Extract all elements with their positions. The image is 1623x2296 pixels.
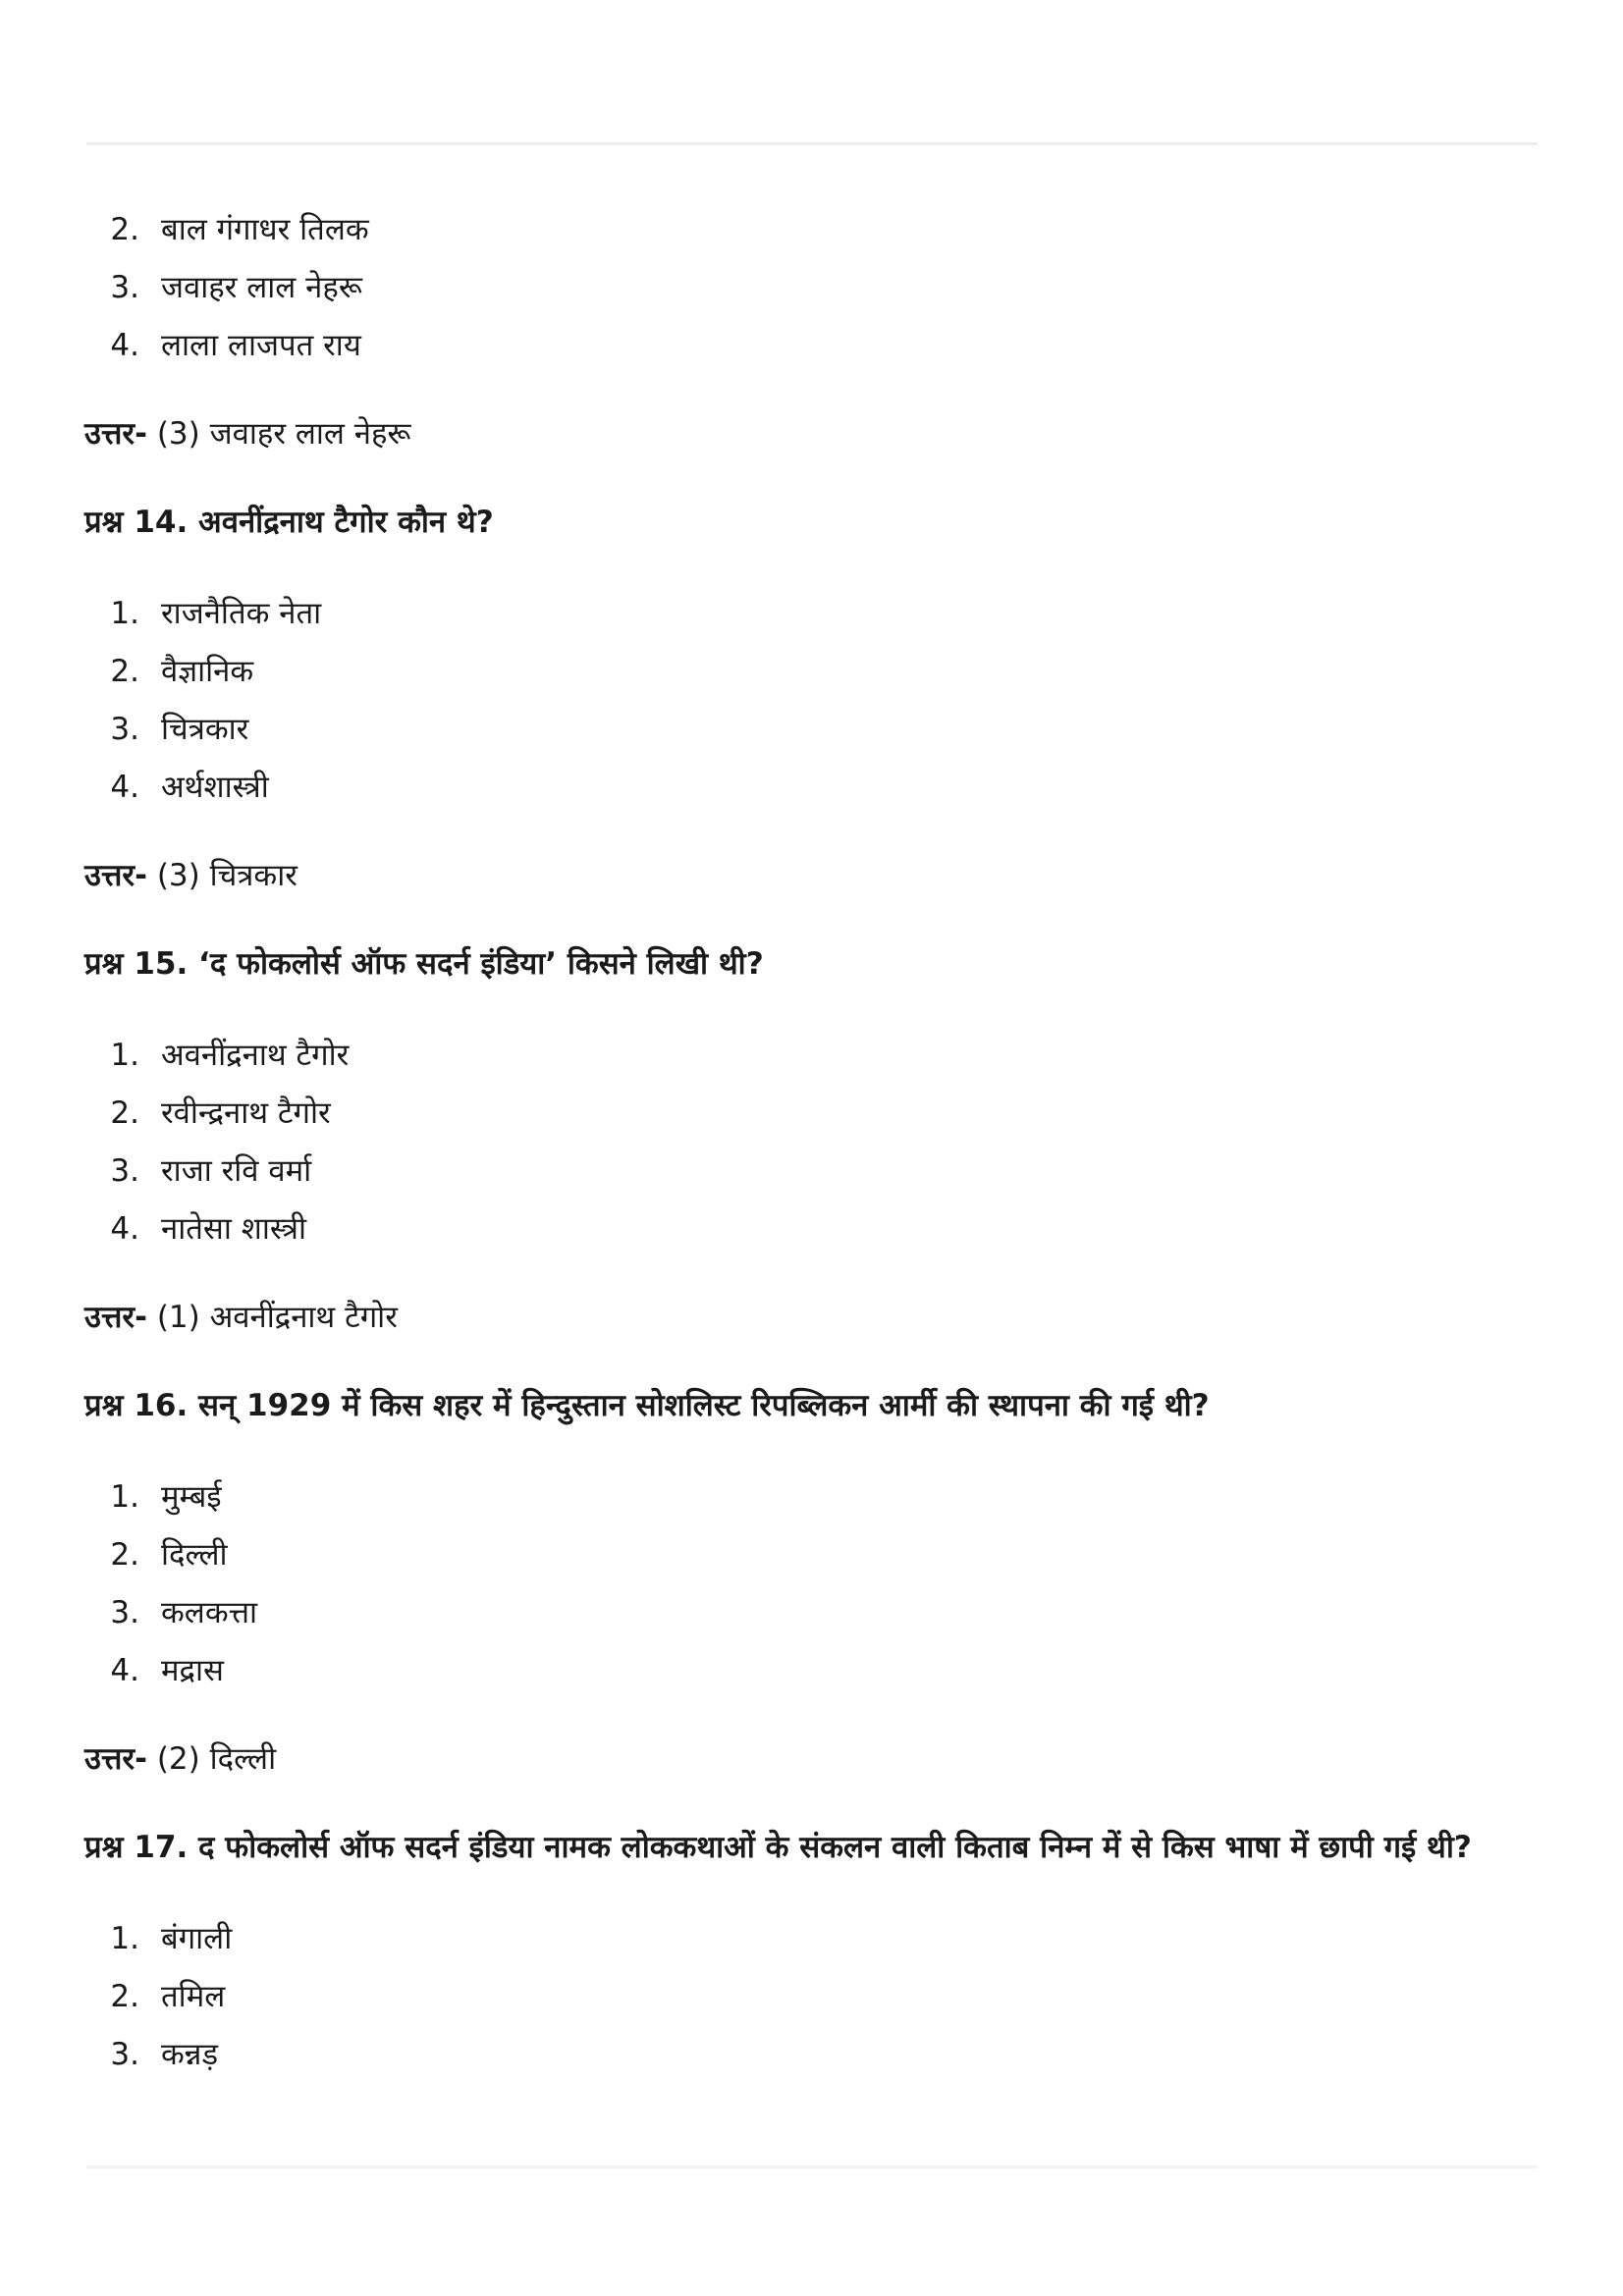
option-item <box>84 259 1538 317</box>
option-text: चित्रकार <box>161 712 249 747</box>
option-number: 1. <box>110 1038 139 1073</box>
option-number: 4. <box>110 1653 139 1688</box>
answer-text: (1) अवनींद्रनाथ टैगोर <box>146 1300 398 1335</box>
option-number: 2. <box>110 1537 139 1573</box>
option-text: दिल्ली <box>161 1537 228 1573</box>
answer-q15 <box>84 1288 1538 1347</box>
option-text: राजा रवि वर्मा <box>161 1153 312 1189</box>
option-text: रवीन्द्रनाथ टैगोर <box>161 1095 331 1131</box>
answer-text: (3) चित्रकार <box>146 858 298 893</box>
option-number: 1. <box>110 596 139 631</box>
answer-label: उत्तर- <box>84 1741 147 1777</box>
option-text: लाला लाजपत राय <box>161 328 361 363</box>
option-number: 4. <box>110 770 139 805</box>
option-number: 2. <box>110 1095 139 1131</box>
option-item <box>84 1468 1538 1526</box>
option-text: नातेसा शास्त्री <box>161 1211 307 1247</box>
option-text: मद्रास <box>161 1653 224 1688</box>
option-item <box>84 1027 1538 1085</box>
option-item <box>84 2026 1538 2084</box>
option-item <box>84 1584 1538 1642</box>
option-item <box>84 759 1538 817</box>
option-text: जवाहर लाल नेहरू <box>161 270 362 305</box>
option-text: कन्नड़ <box>161 2037 219 2072</box>
answer-q14 <box>84 846 1538 905</box>
options-list-q14 <box>84 585 1538 817</box>
option-item <box>84 643 1538 701</box>
option-number: 3. <box>110 2037 139 2072</box>
option-text: मुम्बई <box>161 1479 222 1515</box>
option-number: 2. <box>110 654 139 689</box>
option-item <box>84 1910 1538 1968</box>
answer-text: (2) दिल्ली <box>146 1741 277 1777</box>
option-item <box>84 1526 1538 1584</box>
option-item <box>84 701 1538 759</box>
option-number: 2. <box>110 1979 139 2014</box>
option-item <box>84 1642 1538 1700</box>
option-item <box>84 1143 1538 1201</box>
question-16: प्रश्न 16. सन् 1929 में किस शहर में हिन्दुस्तान सोशलिस्ट रिपब्लिकन आर्मी की स्थापना की गई थी? <box>84 1388 1210 1423</box>
question-15: प्रश्न 15. ‘द फोकलोर्स ऑफ सदर्न इंडिया’ किसने लिखी थी? <box>84 946 764 982</box>
question-17: प्रश्न 17. द फोकलोर्स ऑफ सदर्न इंडिया नामक लोककथाओं के संकलन वाली किताब निम्न में से किस भाषा में छापी गई थी? <box>84 1830 1472 1865</box>
options-list-q17 <box>84 1910 1538 2084</box>
option-item <box>84 201 1538 259</box>
footer-rule <box>86 2165 1538 2168</box>
answer-label: उत्तर- <box>84 858 147 893</box>
option-item <box>84 317 1538 375</box>
option-number: 3. <box>110 1153 139 1189</box>
option-number: 2. <box>110 212 139 247</box>
answer-label: उत्तर- <box>84 1300 147 1335</box>
option-text: बंगाली <box>161 1921 233 1956</box>
option-item <box>84 585 1538 643</box>
option-item <box>84 1085 1538 1143</box>
page-content <box>84 201 1538 2084</box>
option-number: 4. <box>110 1211 139 1247</box>
options-list-q16 <box>84 1468 1538 1700</box>
option-text: कलकत्ता <box>161 1595 258 1630</box>
option-text: अर्थशास्त्री <box>161 770 269 805</box>
option-number: 4. <box>110 328 139 363</box>
option-item <box>84 1201 1538 1258</box>
answer-text: (3) जवाहर लाल नेहरू <box>146 416 411 452</box>
answer-q16 <box>84 1730 1538 1789</box>
option-number: 3. <box>110 1595 139 1630</box>
options-list-q15 <box>84 1027 1538 1258</box>
option-number: 1. <box>110 1921 139 1956</box>
answer-q13 <box>84 404 1538 463</box>
option-number: 3. <box>110 712 139 747</box>
option-number: 1. <box>110 1479 139 1515</box>
answer-label: उत्तर- <box>84 416 147 452</box>
options-list-q13 <box>84 201 1538 375</box>
option-text: बाल गंगाधर तिलक <box>161 212 369 247</box>
question-14: प्रश्न 14. अवनींद्रनाथ टैगोर कौन थे? <box>84 505 494 540</box>
option-text: वैज्ञानिक <box>161 654 254 689</box>
option-text: तमिल <box>161 1979 226 2014</box>
option-text: अवनींद्रनाथ टैगोर <box>161 1038 350 1073</box>
option-item <box>84 1968 1538 2026</box>
option-text: राजनैतिक नेता <box>161 596 322 631</box>
header-rule <box>86 142 1538 145</box>
option-number: 3. <box>110 270 139 305</box>
